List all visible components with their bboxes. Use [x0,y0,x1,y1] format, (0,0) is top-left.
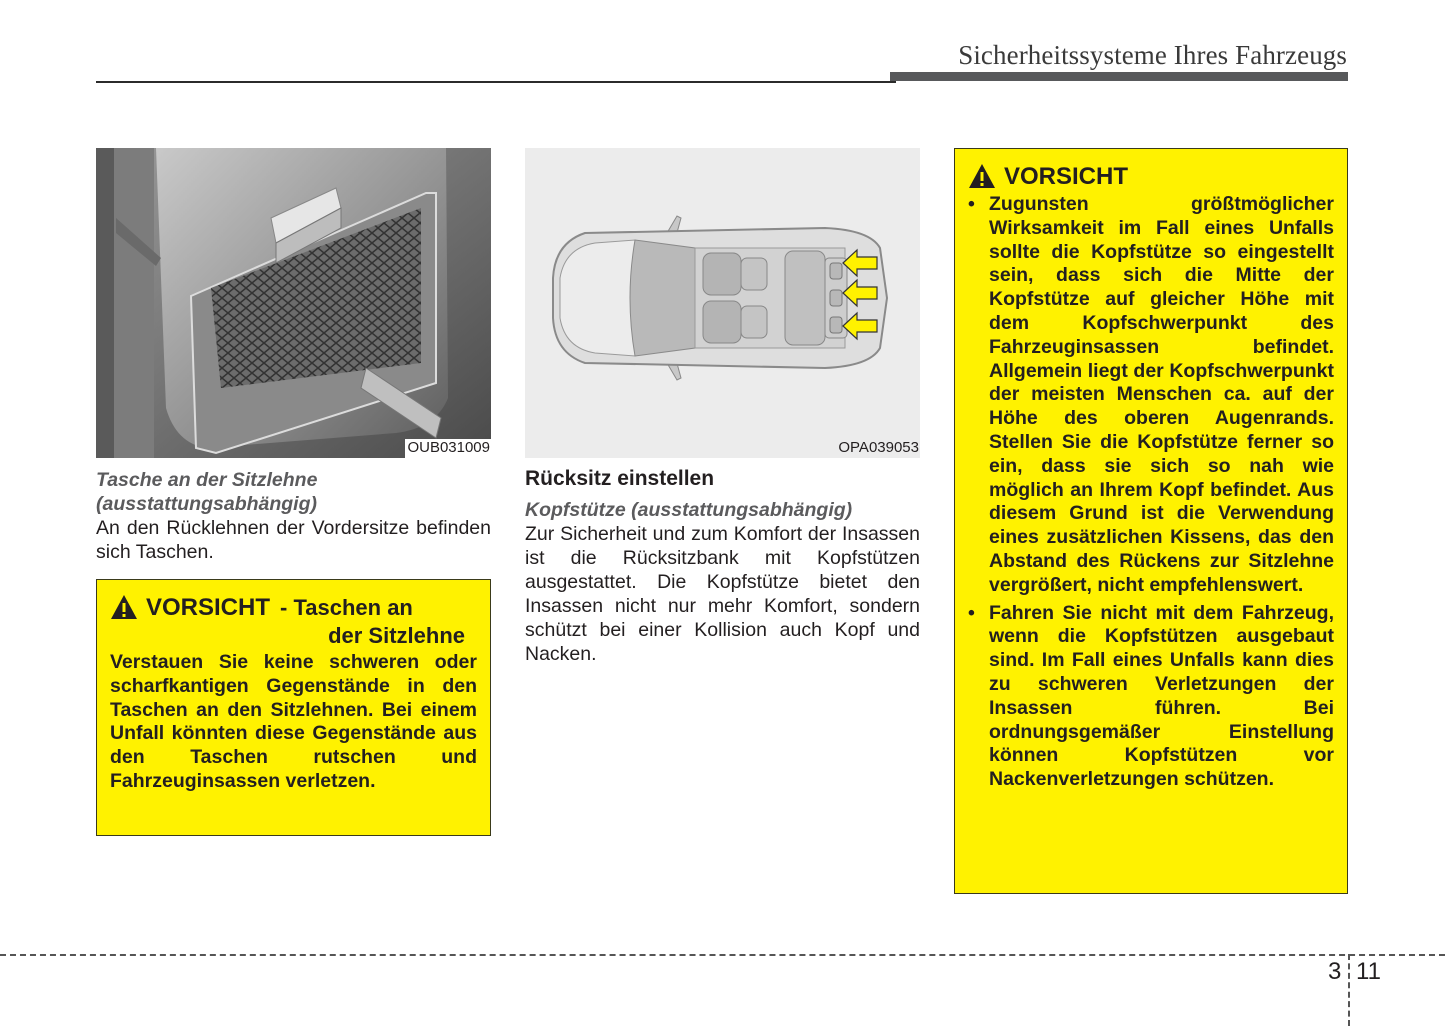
arrow-icons [843,250,877,339]
caution-subtitle-line2: der Sitzlehne [328,623,465,648]
caution-box-pocket [96,579,491,836]
page-number: 11 [1356,958,1381,985]
seatback-pocket-figure [96,148,491,458]
caution-box-headrest [954,148,1348,894]
caution-subtitle-line1: - Taschen an [280,595,413,620]
caution-bullet: • Zugunsten größtmöglicher Wirksamkeit im Fall eines Unfalls sollte die Kopfstütze so eingestellt sein, dass sich die Mitte der Kopfstütze auf gleicher Höhe mit dem Kopfschwerpunkt des Fahrzeuginsassen befindet. Allgemein liegt der Kopfschwerpunkt der meisten Menschen ca. auf der Höhe des oberen Augenrands. Stellen Sie die Kopfstütze ferner so ein, dass sie sich so nah wie möglich an Ihrem Kopf befindet. Aus diesem Grund ist die Verwendung eines zusätzlichen Kissens, das den Abstand des Rückens zur Sitzlehne vergrößert, nicht empfehlenswert. [968,193,1334,598]
headrest-body-text: Zur Sicherheit und zum Komfort der Insassen ist die Rücksitzbank mit Kopfstützen ausgestattet. Die Kopfstütze bietet den Insassen nicht nur mehr Komfort, sondern schützt bei einer Kollision auch Kopf und Nacken. [525,523,920,665]
rear-headrest-figure [525,148,920,458]
caution-text: Verstauen Sie keine schweren oder scharfkantigen Gegenstände in den Taschen an den Sitzlehnen. Bei einem Unfall könnten diese Gegenstände aus den Taschen rutschen und Fahrzeuginsassen verletzen. [110,651,477,792]
section-title: Sicherheitssysteme Ihres Fahrzeugs [958,40,1347,70]
caution-header [110,594,477,622]
right-column [954,148,1348,894]
warning-triangle-icon [110,594,138,620]
car-top-view-illustration [525,148,920,458]
figure-code: OPA039053 [838,439,919,456]
middle-column [525,148,920,666]
pocket-caption: Tasche an der Sitzlehne (ausstattungsabhängig) [96,469,318,515]
caution-label: VORSICHT [146,594,271,621]
pocket-body-text: An den Rücklehnen der Vordersitze befinden sich Taschen. [96,517,491,563]
figure-code: OUB031009 [407,439,490,456]
caution-bullet: • Fahren Sie nicht mit dem Fahrzeug, wenn die Kopfstützen ausgebaut sind. Im Fall eines Unfalls kann dies zu schweren Verletzungen der Insassen führen. Bei ordnungsgemäßer Einstellung können Kopfstützen vor Nackenverletzungen schützen. [968,602,1334,792]
caution-label: VORSICHT [1004,163,1129,190]
section-heading: Rücksitz einstellen [525,467,715,490]
warning-triangle-icon [968,163,996,189]
caution-header [968,163,1334,191]
footer-divider [1348,954,1350,1026]
header-bar [890,72,1348,81]
header-rule [96,81,896,83]
left-column [96,148,491,836]
chapter-number: 3 [1328,958,1342,985]
headrest-caption: Kopfstütze (ausstattungsabhängig) [525,499,853,521]
seatback-pocket-illustration [96,148,491,458]
footer-rule [0,954,1445,956]
caution-bullet-list [968,193,1334,792]
